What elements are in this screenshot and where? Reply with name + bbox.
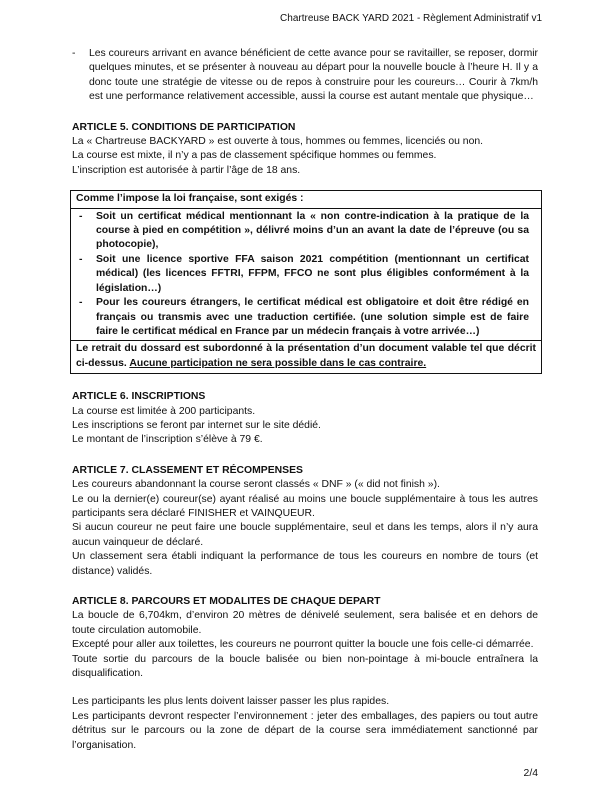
article5-line: L’inscription est autorisée à partir l’âge de 18 ans.: [72, 164, 301, 176]
article5-title: ARTICLE 5. CONDITIONS DE PARTICIPATION: [72, 121, 296, 133]
bib-withdrawal-note: Le retrait du dossard est subordonné à la présentation d’un document valable tel que décrit ci-dessus. Aucune participation ne sera possible dans le cas contraire.: [70, 341, 542, 374]
requirements-box: [70, 209, 542, 342]
article6-title: ARTICLE 6. INSCRIPTIONS: [72, 391, 206, 403]
article8-line: Toute sortie du parcours de la boucle balisée ou bien non-pointage à mi-boucle entraînera la disqualification.: [72, 653, 538, 680]
intro-text: Les coureurs arrivant en avance bénéficient de cette avance pour se ravitailler, se reposer, dormir quelques minutes, et se présenter à nouveau au départ pour la nouvelle boucle à l’heure H. Il y a donc toute une stratégie de vitesse ou de repos à construire pour les coureurs… Courir à 7km/h est une performance relativement accessible, aussi la course est autant mentale que physique…: [89, 48, 538, 103]
article5-line: La « Chartreuse BACKYARD » est ouverte à tous, hommes ou femmes, licenciés ou non.: [72, 136, 484, 148]
article8-line: Excepté pour aller aux toilettes, les coureurs ne pourront quitter la boucle une fois celle-ci démarrée.: [72, 639, 534, 651]
article8-line: Les participants devront respecter l’environnement : jeter des emballages, des papiers ou tout autre détritus sur le parcours ou la zone de départ de la course sera immédiatement sanctionné par l’organisation.: [72, 710, 538, 751]
requirement-item: - Pour les coureurs étrangers, le certificat médical est obligatoire et doit être rédigé en français ou transmis avec une traduction certifiée. (une solution simple est de faire faire le certificat médical en France par un médecin français à votre arrivée…): [79, 297, 529, 337]
article7-line: Un classement sera établi indiquant la performance de tous les coureurs en nombre de tours (et distance) validés.: [72, 551, 538, 577]
page-number: 2/4: [523, 768, 538, 779]
article7-line: Si aucun coureur ne peut faire une boucle supplémentaire, seul et dans les temps, alors il n’y aura aucun vainqueur de déclaré.: [72, 522, 538, 548]
intro-bullet: [72, 47, 538, 105]
no-participation-warning: Aucune participation ne sera possible dans le cas contraire.: [129, 357, 427, 369]
running-header: Chartreuse BACK YARD 2021 - Règlement Administratif v1: [280, 13, 542, 24]
article8-line: Les participants les plus lents doivent laisser passer les plus rapides.: [72, 696, 390, 708]
article6-line: Le montant de l’inscription s’élève à 79 €.: [72, 434, 263, 446]
article7-line: Le ou la dernier(e) coureur(se) ayant réalisé au moins une boucle supplémentaire à tous les autres participants sera déclaré FINISHER et VAINQUEUR.: [72, 493, 538, 519]
requirement-item: - Soit un certificat médical mentionnant la « non contre-indication à la pratique de la course à pied en compétition », délivré moins d’un an avant la date de l’épreuve (ou sa photocopie),: [79, 210, 529, 251]
article5-line: La course est mixte, il n’y a pas de classement spécifique hommes ou femmes.: [72, 150, 437, 162]
article8-line: La boucle de 6,704km, d’environ 20 mètres de dénivelé seulement, sera balisée et en dehors de toute circulation automobile.: [72, 610, 538, 636]
article8-title: ARTICLE 8. PARCOURS ET MODALITES DE CHAQUE DEPART: [72, 596, 381, 607]
requirement-item: - Soit une licence sportive FFA saison 2021 compétition (mentionnant un certificat médical) (les licences FFTRI, FFPM, FFCO ne sont plus éligibles conformément à la législation…): [79, 253, 529, 294]
article7-title: ARTICLE 7. CLASSEMENT ET RÉCOMPENSES: [72, 464, 303, 476]
page-content: [72, 47, 538, 753]
article6-line: La course est limitée à 200 participants.: [72, 405, 256, 417]
requirements-box-title: Comme l’impose la loi française, sont exigés :: [70, 190, 542, 208]
article6-line: Les inscriptions se feront par internet sur le site dédié.: [72, 419, 321, 431]
bullet-dash: -: [72, 48, 76, 59]
article7-line: Les coureurs abandonnant la course seront classés « DNF » (« did not finish »).: [72, 479, 440, 491]
